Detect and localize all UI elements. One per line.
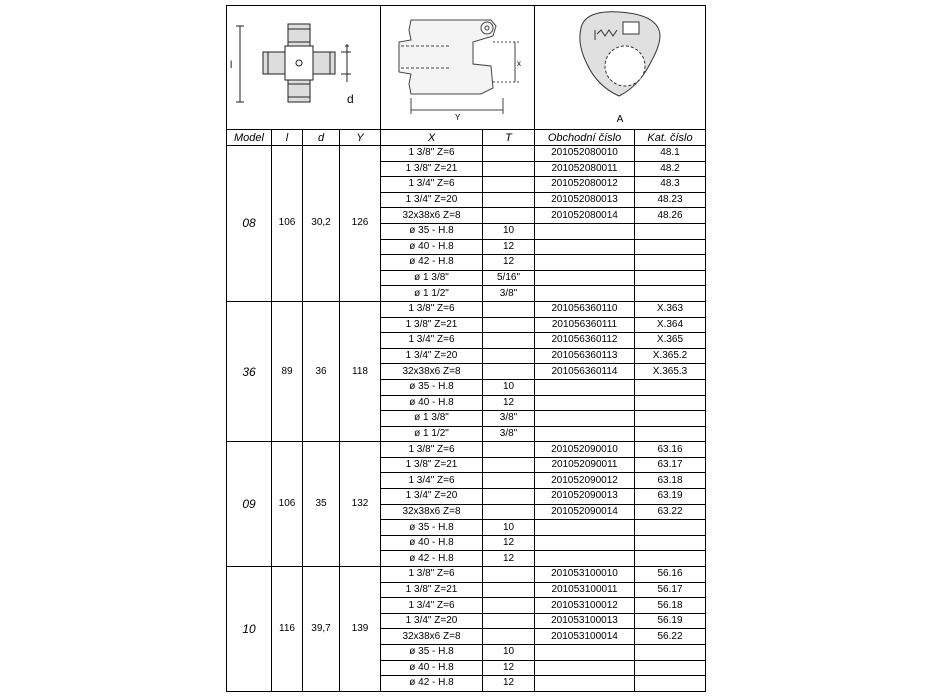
y-cell: 132 bbox=[340, 442, 381, 567]
x-cell: 1 3/8" Z=6 bbox=[381, 567, 483, 583]
l-cell: 89 bbox=[272, 301, 303, 441]
x-cell: 1 3/4" Z=6 bbox=[381, 473, 483, 489]
kat-cislo-cell: 48.3 bbox=[635, 177, 706, 193]
model-cell: 36 bbox=[227, 301, 272, 441]
obchodni-cislo-cell bbox=[535, 520, 635, 536]
obchodni-cislo-cell bbox=[535, 270, 635, 286]
obchodni-cislo-cell: 201052080010 bbox=[535, 146, 635, 162]
kat-cislo-cell: 48.23 bbox=[635, 192, 706, 208]
t-cell: 3/8" bbox=[483, 286, 535, 302]
kat-cislo-cell bbox=[635, 379, 706, 395]
t-cell: 10 bbox=[483, 379, 535, 395]
x-cell: ø 1 1/2" bbox=[381, 426, 483, 442]
dimension-l-label: l bbox=[230, 60, 233, 71]
x-cell: 32x38x6 Z=8 bbox=[381, 208, 483, 224]
x-cell: ø 35 - H.8 bbox=[381, 379, 483, 395]
obchodni-cislo-cell bbox=[535, 239, 635, 255]
dimension-d-label: d bbox=[347, 92, 354, 106]
obchodni-cislo-cell: 201056360112 bbox=[535, 333, 635, 349]
kat-cislo-cell: 56.19 bbox=[635, 613, 706, 629]
kat-cislo-cell: X.365.3 bbox=[635, 364, 706, 380]
kat-cislo-cell: X.365.2 bbox=[635, 348, 706, 364]
kat-cislo-cell bbox=[635, 551, 706, 567]
t-cell bbox=[483, 146, 535, 162]
specification-table bbox=[226, 5, 706, 692]
header-obchodni-cislo: Obchodní číslo bbox=[535, 130, 635, 146]
t-cell bbox=[483, 348, 535, 364]
t-cell bbox=[483, 489, 535, 505]
obchodni-cislo-cell: 201053100014 bbox=[535, 629, 635, 645]
x-cell: ø 40 - H.8 bbox=[381, 239, 483, 255]
t-cell bbox=[483, 613, 535, 629]
x-cell: 1 3/8" Z=21 bbox=[381, 161, 483, 177]
d-cell: 36 bbox=[303, 301, 340, 441]
obchodni-cislo-cell: 201056360113 bbox=[535, 348, 635, 364]
obchodni-cislo-cell: 201052080011 bbox=[535, 161, 635, 177]
kat-cislo-cell bbox=[635, 660, 706, 676]
header-kat-cislo: Kat. číslo bbox=[635, 130, 706, 146]
kat-cislo-cell: 63.22 bbox=[635, 504, 706, 520]
yoke-drawing bbox=[381, 6, 535, 130]
x-cell: 1 3/8" Z=21 bbox=[381, 582, 483, 598]
kat-cislo-cell: 48.2 bbox=[635, 161, 706, 177]
t-cell: 10 bbox=[483, 520, 535, 536]
catalog-sheet bbox=[226, 5, 705, 695]
kat-cislo-cell bbox=[635, 411, 706, 427]
header-row bbox=[227, 130, 706, 146]
kat-cislo-cell bbox=[635, 395, 706, 411]
table-row bbox=[227, 301, 706, 317]
t-cell bbox=[483, 629, 535, 645]
x-cell: 1 3/8" Z=21 bbox=[381, 457, 483, 473]
t-cell bbox=[483, 364, 535, 380]
obchodni-cislo-cell: 201052080014 bbox=[535, 208, 635, 224]
kat-cislo-cell bbox=[635, 270, 706, 286]
kat-cislo-cell bbox=[635, 239, 706, 255]
t-cell: 5/16" bbox=[483, 270, 535, 286]
y-cell: 118 bbox=[340, 301, 381, 441]
kat-cislo-cell: 63.18 bbox=[635, 473, 706, 489]
t-cell: 10 bbox=[483, 223, 535, 239]
l-cell: 116 bbox=[272, 567, 303, 692]
header-t: T bbox=[483, 130, 535, 146]
obchodni-cislo-cell bbox=[535, 645, 635, 661]
x-cell: 1 3/4" Z=6 bbox=[381, 333, 483, 349]
kat-cislo-cell bbox=[635, 286, 706, 302]
x-cell: ø 42 - H.8 bbox=[381, 676, 483, 692]
t-cell bbox=[483, 192, 535, 208]
kat-cislo-cell: X.363 bbox=[635, 301, 706, 317]
kat-cislo-cell: 56.22 bbox=[635, 629, 706, 645]
obchodni-cislo-cell: 201052090011 bbox=[535, 457, 635, 473]
x-cell: ø 1 1/2" bbox=[381, 286, 483, 302]
obchodni-cislo-cell bbox=[535, 676, 635, 692]
t-cell bbox=[483, 177, 535, 193]
x-cell: 1 3/4" Z=6 bbox=[381, 598, 483, 614]
t-cell bbox=[483, 582, 535, 598]
kat-cislo-cell: 63.16 bbox=[635, 442, 706, 458]
t-cell bbox=[483, 161, 535, 177]
kat-cislo-cell bbox=[635, 223, 706, 239]
obchodni-cislo-cell bbox=[535, 426, 635, 442]
model-cell: 08 bbox=[227, 146, 272, 302]
t-cell bbox=[483, 598, 535, 614]
kat-cislo-cell: X.364 bbox=[635, 317, 706, 333]
y-cell: 126 bbox=[340, 146, 381, 302]
obchodni-cislo-cell: 201053100010 bbox=[535, 567, 635, 583]
t-cell: 3/8" bbox=[483, 411, 535, 427]
x-cell: ø 1 3/8" bbox=[381, 270, 483, 286]
obchodni-cislo-cell bbox=[535, 551, 635, 567]
profile-label: A bbox=[616, 114, 624, 125]
header-l: l bbox=[272, 130, 303, 146]
table-row bbox=[227, 442, 706, 458]
x-cell: ø 42 - H.8 bbox=[381, 255, 483, 271]
obchodni-cislo-cell: 201056360114 bbox=[535, 364, 635, 380]
x-cell: 1 3/8" Z=6 bbox=[381, 301, 483, 317]
drawings-row bbox=[227, 6, 706, 130]
x-cell: 32x38x6 Z=8 bbox=[381, 629, 483, 645]
header-d: d bbox=[303, 130, 340, 146]
x-cell: ø 40 - H.8 bbox=[381, 395, 483, 411]
t-cell: 3/8" bbox=[483, 426, 535, 442]
l-cell: 106 bbox=[272, 442, 303, 567]
obchodni-cislo-cell: 201052090013 bbox=[535, 489, 635, 505]
model-cell: 10 bbox=[227, 567, 272, 692]
x-cell: 1 3/4" Z=20 bbox=[381, 613, 483, 629]
dimension-x-label: x bbox=[517, 59, 521, 68]
obchodni-cislo-cell: 201052080012 bbox=[535, 177, 635, 193]
x-cell: 32x38x6 Z=8 bbox=[381, 504, 483, 520]
kat-cislo-cell: 56.16 bbox=[635, 567, 706, 583]
kat-cislo-cell: 63.19 bbox=[635, 489, 706, 505]
d-cell: 39,7 bbox=[303, 567, 340, 692]
t-cell: 12 bbox=[483, 239, 535, 255]
t-cell bbox=[483, 333, 535, 349]
t-cell bbox=[483, 442, 535, 458]
x-cell: ø 40 - H.8 bbox=[381, 660, 483, 676]
model-cell: 09 bbox=[227, 442, 272, 567]
obchodni-cislo-cell: 201053100011 bbox=[535, 582, 635, 598]
t-cell: 12 bbox=[483, 551, 535, 567]
dimension-y-label: Y bbox=[455, 113, 461, 122]
cross-joint-drawing bbox=[227, 6, 381, 130]
x-cell: ø 35 - H.8 bbox=[381, 520, 483, 536]
obchodni-cislo-cell: 201052090010 bbox=[535, 442, 635, 458]
t-cell bbox=[483, 567, 535, 583]
obchodni-cislo-cell bbox=[535, 395, 635, 411]
kat-cislo-cell: 48.1 bbox=[635, 146, 706, 162]
obchodni-cislo-cell: 201052080013 bbox=[535, 192, 635, 208]
obchodni-cislo-cell: 201053100013 bbox=[535, 613, 635, 629]
x-cell: 1 3/4" Z=20 bbox=[381, 348, 483, 364]
kat-cislo-cell: 48.26 bbox=[635, 208, 706, 224]
t-cell bbox=[483, 473, 535, 489]
spline-profile-drawing bbox=[535, 6, 706, 130]
d-cell: 35 bbox=[303, 442, 340, 567]
t-cell: 12 bbox=[483, 660, 535, 676]
d-cell: 30,2 bbox=[303, 146, 340, 302]
l-cell: 106 bbox=[272, 146, 303, 302]
t-cell bbox=[483, 317, 535, 333]
header-x: X bbox=[381, 130, 483, 146]
y-cell: 139 bbox=[340, 567, 381, 692]
obchodni-cislo-cell: 201052090012 bbox=[535, 473, 635, 489]
kat-cislo-cell bbox=[635, 645, 706, 661]
x-cell: 1 3/8" Z=21 bbox=[381, 317, 483, 333]
x-cell: ø 1 3/8" bbox=[381, 411, 483, 427]
obchodni-cislo-cell bbox=[535, 255, 635, 271]
table-row bbox=[227, 567, 706, 583]
kat-cislo-cell bbox=[635, 676, 706, 692]
x-cell: 1 3/4" Z=20 bbox=[381, 489, 483, 505]
header-y: Y bbox=[340, 130, 381, 146]
kat-cislo-cell bbox=[635, 426, 706, 442]
t-cell: 10 bbox=[483, 645, 535, 661]
obchodni-cislo-cell bbox=[535, 223, 635, 239]
obchodni-cislo-cell bbox=[535, 286, 635, 302]
x-cell: ø 35 - H.8 bbox=[381, 645, 483, 661]
t-cell bbox=[483, 457, 535, 473]
x-cell: ø 42 - H.8 bbox=[381, 551, 483, 567]
header-model: Model bbox=[227, 130, 272, 146]
obchodni-cislo-cell bbox=[535, 379, 635, 395]
x-cell: 1 3/4" Z=6 bbox=[381, 177, 483, 193]
kat-cislo-cell bbox=[635, 535, 706, 551]
kat-cislo-cell: 63.17 bbox=[635, 457, 706, 473]
table-row bbox=[227, 146, 706, 162]
t-cell: 12 bbox=[483, 676, 535, 692]
obchodni-cislo-cell bbox=[535, 535, 635, 551]
t-cell: 12 bbox=[483, 395, 535, 411]
obchodni-cislo-cell: 201056360111 bbox=[535, 317, 635, 333]
obchodni-cislo-cell bbox=[535, 411, 635, 427]
kat-cislo-cell: X.365 bbox=[635, 333, 706, 349]
x-cell: 1 3/8" Z=6 bbox=[381, 442, 483, 458]
t-cell bbox=[483, 504, 535, 520]
kat-cislo-cell: 56.18 bbox=[635, 598, 706, 614]
obchodni-cislo-cell bbox=[535, 660, 635, 676]
x-cell: 1 3/4" Z=20 bbox=[381, 192, 483, 208]
kat-cislo-cell bbox=[635, 520, 706, 536]
x-cell: 1 3/8" Z=6 bbox=[381, 146, 483, 162]
t-cell: 12 bbox=[483, 255, 535, 271]
t-cell bbox=[483, 301, 535, 317]
kat-cislo-cell bbox=[635, 255, 706, 271]
kat-cislo-cell: 56.17 bbox=[635, 582, 706, 598]
x-cell: ø 35 - H.8 bbox=[381, 223, 483, 239]
t-cell: 12 bbox=[483, 535, 535, 551]
t-cell bbox=[483, 208, 535, 224]
x-cell: 32x38x6 Z=8 bbox=[381, 364, 483, 380]
obchodni-cislo-cell: 201052090014 bbox=[535, 504, 635, 520]
obchodni-cislo-cell: 201053100012 bbox=[535, 598, 635, 614]
obchodni-cislo-cell: 201056360110 bbox=[535, 301, 635, 317]
x-cell: ø 40 - H.8 bbox=[381, 535, 483, 551]
